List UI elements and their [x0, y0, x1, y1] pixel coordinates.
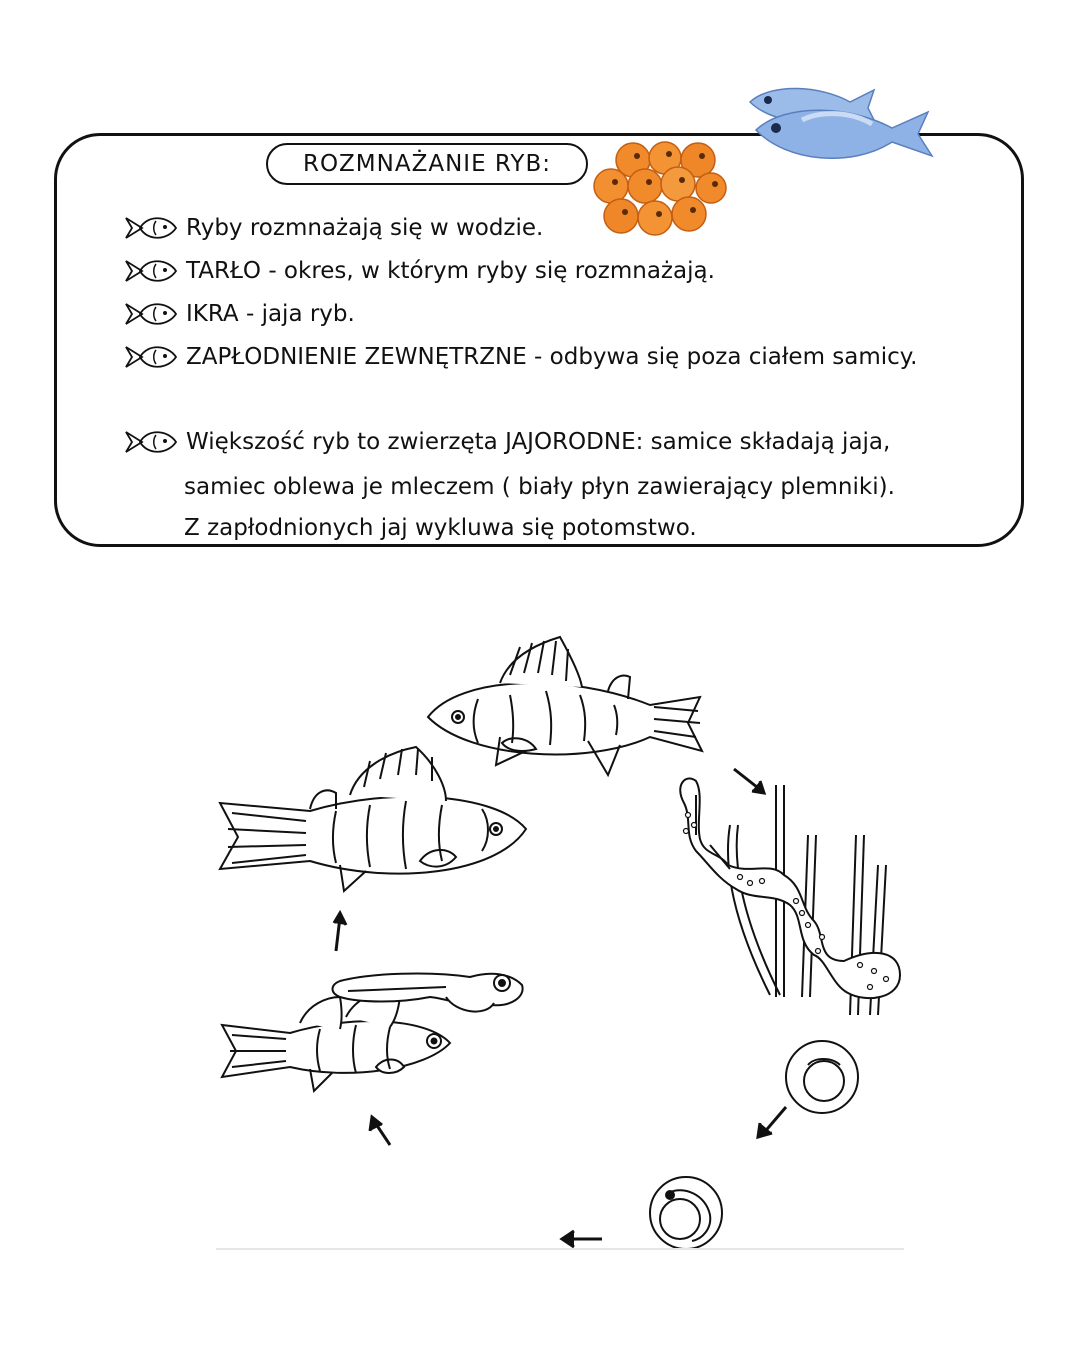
fact-line-3: [122, 301, 355, 327]
fact-text-1: Ryby rozmnażają się w wodzie.: [186, 215, 544, 241]
fact-text-3: IKRA - jaja ryb.: [186, 301, 355, 327]
adult-fish-left: [220, 747, 526, 891]
fish-outline-icon: [122, 301, 178, 327]
plants-with-spawn: [680, 778, 900, 1015]
fish-outline-icon: [122, 215, 178, 241]
fish-outline-icon: [122, 429, 178, 455]
fact-line-4: [122, 344, 917, 370]
fact-text-2: TARŁO - okres, w którym ryby się rozmnażają.: [186, 258, 715, 284]
juvenile-fish: [222, 991, 450, 1091]
page-title: ROZMNAŻANIE RYB:: [266, 143, 588, 185]
fish-outline-icon: [122, 344, 178, 370]
paragraph-text-2: samiec oblewa je mleczem ( biały płyn zawierający plemniki).: [184, 474, 895, 500]
fact-line-1: [122, 215, 543, 241]
perch-life-cycle-diagram: [210, 625, 910, 1265]
fish-roe-illustration: [585, 138, 735, 243]
egg-embryo: [650, 1177, 722, 1249]
fish-outline-icon: [122, 258, 178, 284]
fact-line-2: [122, 258, 715, 284]
paragraph-text-3: Z zapłodnionych jaj wykluwa się potomstwo.: [184, 515, 697, 541]
adult-fish-top: [428, 637, 702, 775]
blue-fish-illustration: [742, 80, 937, 180]
paragraph-line-1: [122, 429, 890, 455]
fact-text-4: ZAPŁODNIENIE ZEWNĘTRZNE - odbywa się poza ciałem samicy.: [186, 344, 918, 370]
egg-early: [786, 1041, 858, 1113]
paragraph-text-1: Większość ryb to zwierzęta JAJORODNE: samice składają jaja,: [186, 429, 891, 455]
